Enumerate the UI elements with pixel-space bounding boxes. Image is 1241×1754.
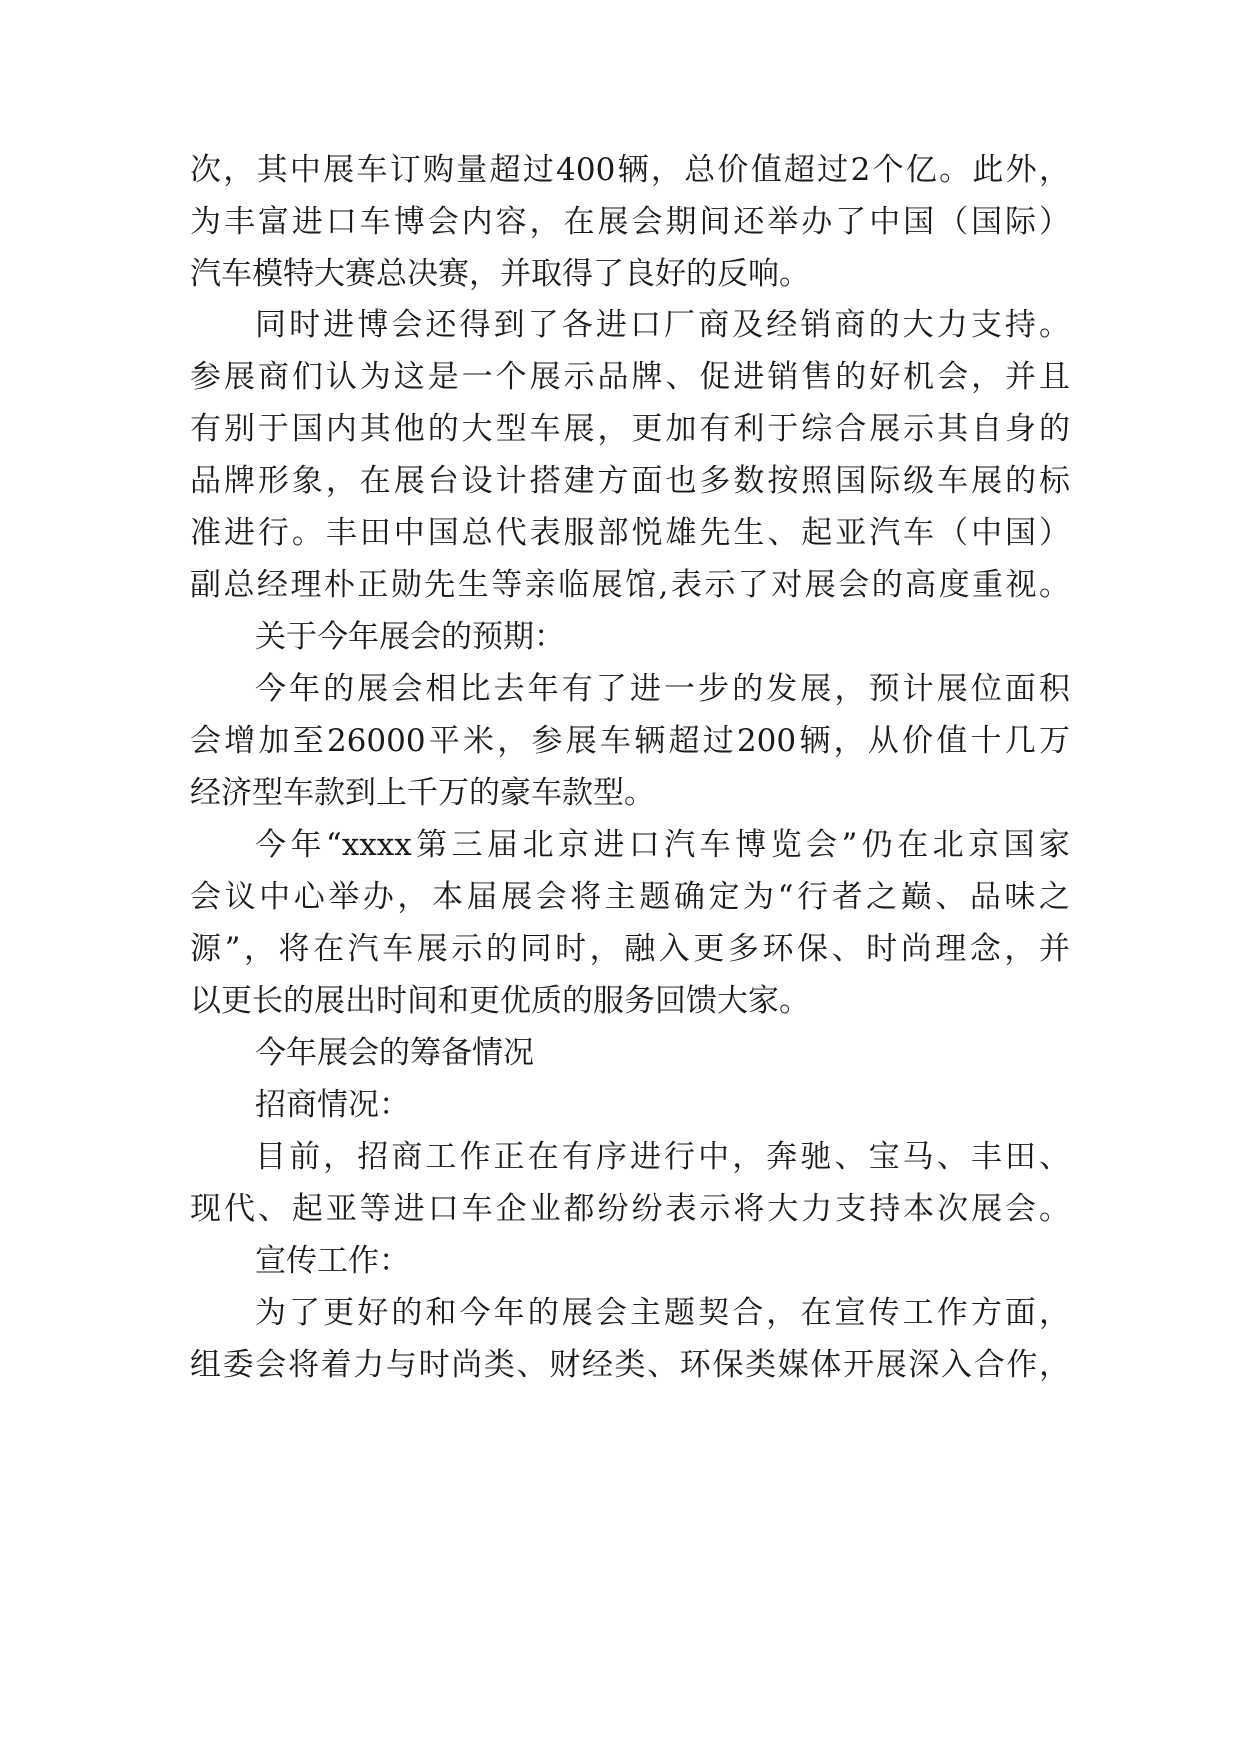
text-line: 现代、起亚等进口车企业都纷纷表示将大力支持本次展会。 xyxy=(190,1191,1070,1227)
text-line: 有别于国内其他的大型车展，更加有利于综合展示其自身的 xyxy=(190,411,1070,447)
text-line: 组委会将着力与时尚类、财经类、环保类媒体开展深入合作， xyxy=(190,1347,1070,1383)
text-line: 以更长的展出时间和更优质的服务回馈大家。 xyxy=(190,983,810,1019)
text-line: 目前，招商工作正在有序进行中，奔驰、宝马、丰田、 xyxy=(255,1139,1070,1175)
text-line: 为了更好的和今年的展会主题契合，在宣传工作方面， xyxy=(255,1295,1070,1331)
text-line: 会增加至26000平米，参展车辆超过200辆，从价值十几万 xyxy=(190,723,1070,759)
text-line: 今年的展会相比去年有了进一步的发展，预计展位面积 xyxy=(255,671,1070,707)
text-line: 宣传工作： xyxy=(255,1243,410,1279)
text-line: 招商情况： xyxy=(255,1087,410,1123)
text-line: 为丰富进口车博会内容，在展会期间还举办了中国（国际） xyxy=(190,204,1070,240)
text-line: 经济型车款到上千万的豪车款型。 xyxy=(190,775,655,811)
text-line: 准进行。丰田中国总代表服部悦雄先生、起亚汽车（中国） xyxy=(190,515,1070,551)
text-line: 会议中心举办，本届展会将主题确定为“行者之巅、品味之 xyxy=(190,879,1070,915)
text-line: 关于今年展会的预期： xyxy=(255,619,565,655)
text-line: 副总经理朴正勋先生等亲临展馆,表示了对展会的高度重视。 xyxy=(190,567,1070,603)
text-line: 汽车模特大赛总决赛，并取得了良好的反响。 xyxy=(190,256,810,292)
text-line: 今年“xxxx第三届北京进口汽车博览会”仍在北京国家 xyxy=(255,827,1070,863)
text-line: 次，其中展车订购量超过400辆，总价值超过2个亿。此外， xyxy=(190,152,1070,188)
text-line: 参展商们认为这是一个展示品牌、促进销售的好机会，并且 xyxy=(190,359,1070,395)
text-line: 品牌形象，在展台设计搭建方面也多数按照国际级车展的标 xyxy=(190,463,1070,499)
text-line: 同时进博会还得到了各进口厂商及经销商的大力支持。 xyxy=(255,307,1070,343)
text-line: 源”，将在汽车展示的同时，融入更多环保、时尚理念，并 xyxy=(190,931,1070,967)
text-line: 今年展会的筹备情况 xyxy=(255,1035,534,1071)
